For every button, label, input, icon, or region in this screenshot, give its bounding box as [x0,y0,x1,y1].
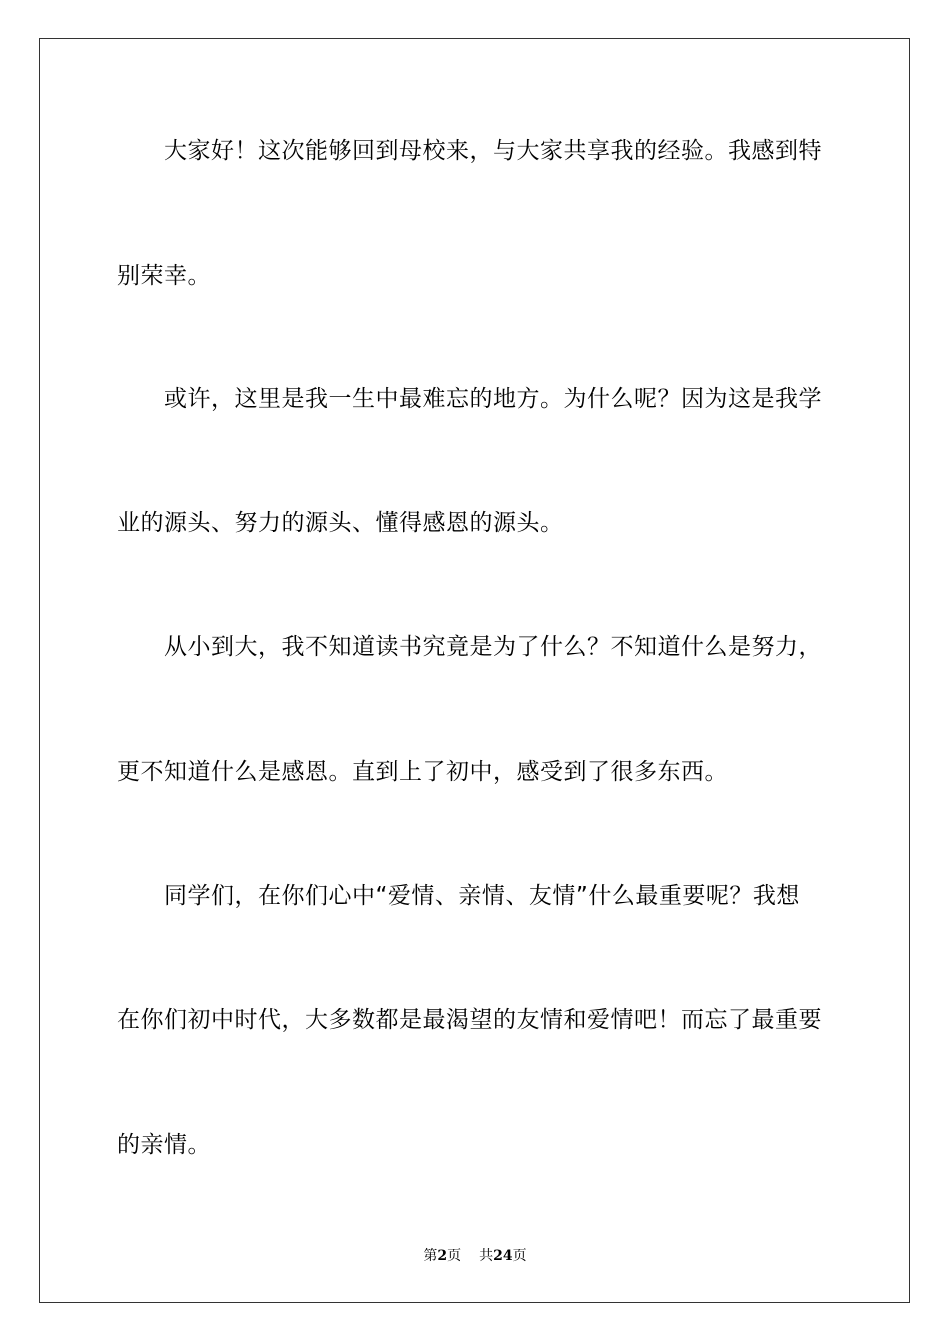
paragraph-1-line-2: 别荣幸。 [117,263,211,289]
footer-total-prefix: 共 [479,1248,494,1264]
paragraph-3-line-2: 更不知道什么是感恩。直到上了初中，感受到了很多东西。 [117,759,728,785]
paragraph-4-line-1: 同学们，在你们心中“爱情、亲情、友情”什么最重要呢？我想 [164,883,800,909]
footer-page-suffix: 页 [447,1248,462,1264]
paragraph-4-line-3: 的亲情。 [117,1132,211,1158]
paragraph-1-line-1: 大家好！这次能够回到母校来，与大家共享我的经验。我感到特 [164,138,822,164]
footer-page-prefix: 第 [423,1248,438,1264]
paragraph-3-line-1: 从小到大，我不知道读书究竟是为了什么？不知道什么是努力， [164,634,822,660]
paragraph-2-line-2: 业的源头、努力的源头、懂得感恩的源头。 [117,510,564,536]
page-border [39,38,910,1303]
paragraph-2-line-1: 或许，这里是我一生中最难忘的地方。为什么呢？因为这是我学 [164,386,822,412]
footer-total-suffix: 页 [512,1248,527,1264]
footer-page-number: 2 [437,1248,448,1264]
footer-total-pages: 24 [493,1248,513,1264]
paragraph-4-line-2: 在你们初中时代，大多数都是最渴望的友情和爱情吧！而忘了最重要 [117,1007,822,1033]
page-footer [0,1247,950,1265]
